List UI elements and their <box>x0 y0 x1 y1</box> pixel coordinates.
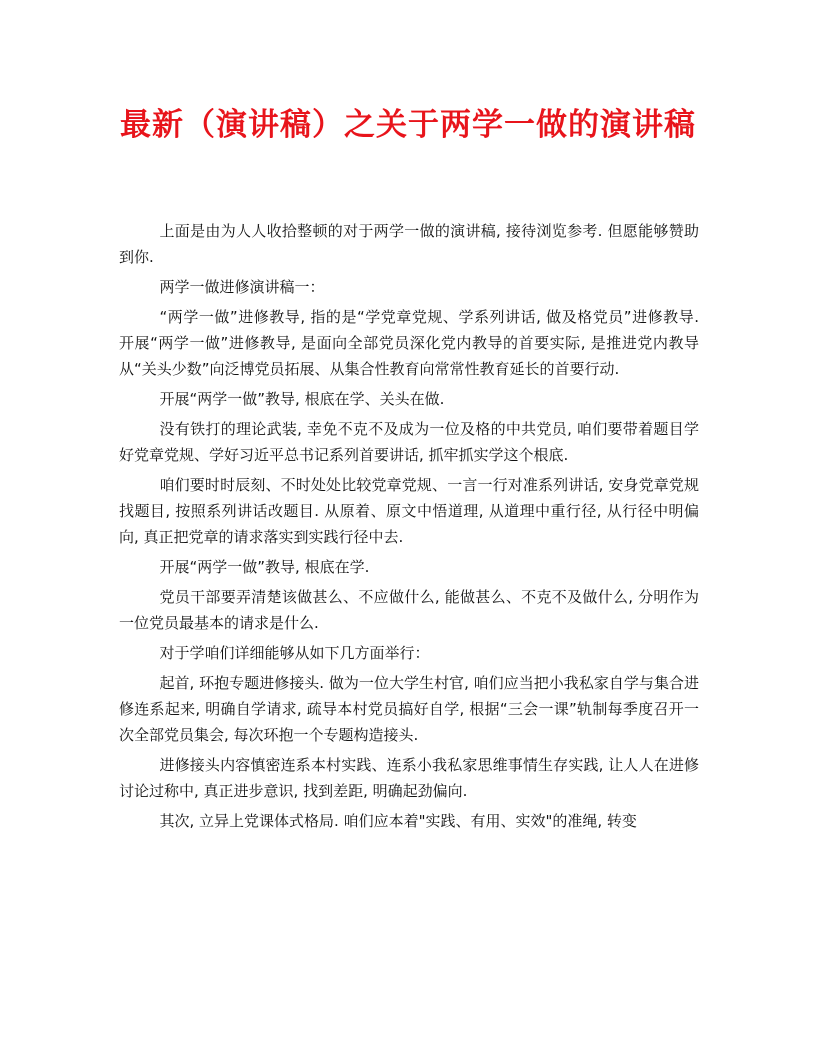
paragraph: 党员干部要弄清楚该做甚么、不应做什么, 能做甚么、不克不及做什么, 分明作为一位党员最基本的请求是什么. <box>119 588 699 632</box>
paragraph: 起首, 环抱专题进修接头. 做为一位大学生村官, 咱们应当把小我私家自学与集合进修连系起来, 明确自学请求, 疏导本村党员搞好自学, 根据“三会一课”轨制每季度召开一次全部党员集会, 每次环抱一个专题构造接头. <box>119 674 699 744</box>
paragraph: 其次, 立异上党课体式格局. 咱们应本着"实践、有用、实效"的准绳, 转变 <box>159 812 637 830</box>
paragraph: 进修接头内容慎密连系本村实践、连系小我私家思维事情生存实践, 让人人在进修讨论过称中, 真正进步意识, 找到差距, 明确起劲偏向. <box>119 756 699 800</box>
paragraph: 没有铁打的理论武装, 幸免不克不及成为一位及格的中共党员, 咱们要带着题目学好党章党规、学好习近平总书记系列首要讲话, 抓牢抓实学这个根底. <box>119 420 699 464</box>
document-body <box>119 218 699 838</box>
document-title: 最新（演讲稿）之关于两学一做的演讲稿 <box>120 107 696 143</box>
paragraph: 咱们要时时辰刻、不时处处比较党章党规、一言一行对准系列讲话, 安身党章党规找题目, 按照系列讲话改题目. 从原着、原文中悟道理, 从道理中重行径, 从行径中明偏向, 真正把党章的请求落实到实践行径中去. <box>119 476 699 546</box>
paragraph: 开展“两学一做”教导, 根底在学. <box>159 558 370 576</box>
paragraph: 两学一做进修演讲稿一： <box>159 278 325 296</box>
paragraph: 对于学咱们详细能够从如下几方面举行： <box>159 644 430 662</box>
paragraph: 上面是由为人人收拾整顿的对于两学一做的演讲稿, 接待浏览参考. 但愿能够赞助到你. <box>119 222 699 266</box>
paragraph: 开展“两学一做”教导, 根底在学、关头在做. <box>159 390 445 408</box>
paragraph: “两学一做”进修教导, 指的是“学党章党规、学系列讲话, 做及格党员”进修教导. 开展“两学一做”进修教导, 是面向全部党员深化党内教导的首要实际, 是推进党内教导从“关头少数”向泛博党员拓展、从集合性教育向常常性教育延长的首要行动. <box>119 308 699 378</box>
